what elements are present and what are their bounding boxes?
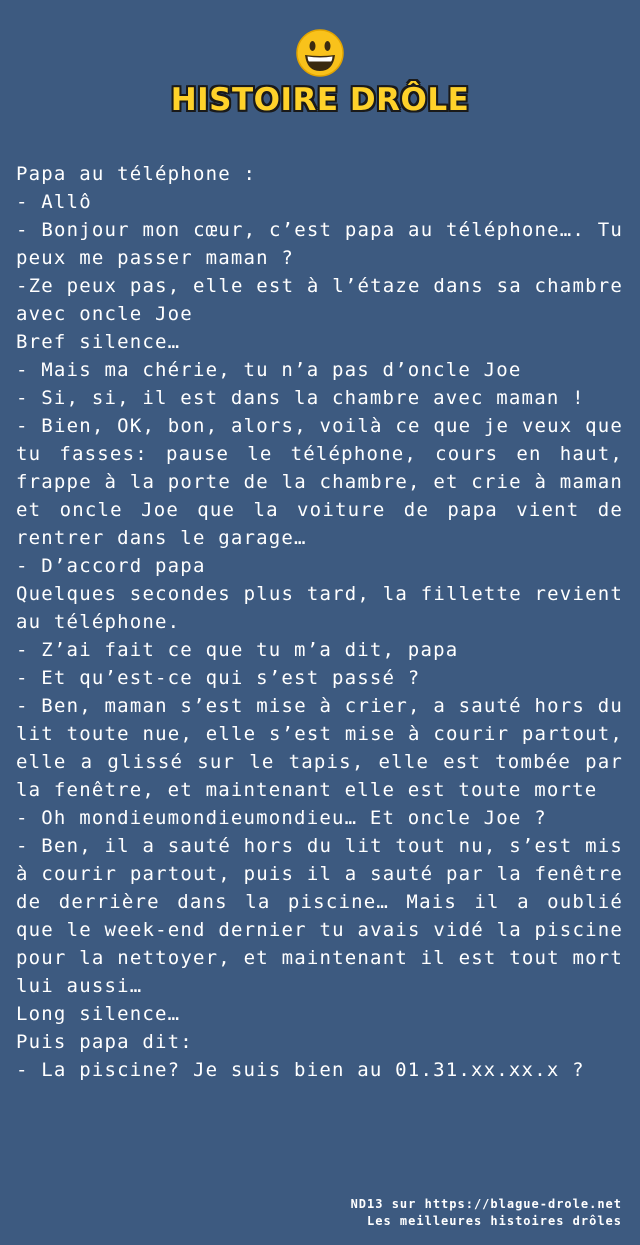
story-line: - La piscine? Je suis bien au 01.31.xx.xx.x ? <box>16 1059 585 1081</box>
story-line: - Bien, OK, bon, alors, voilà ce que je veux que tu fasses: pause le téléphone, cours en haut, frappe à la porte de la chambre, et crie à maman et oncle Joe que la voiture de papa vient de rentrer dans le garage… <box>16 415 623 549</box>
footer-credit: ND13 sur https://blague-drole.net <box>350 1197 622 1211</box>
footer-tagline: Les meilleures histoires drôles <box>367 1214 622 1228</box>
story-line: - Si, si, il est dans la chambre avec maman ! <box>16 387 585 409</box>
story-line: - Et qu’est-ce qui s’est passé ? <box>16 667 421 689</box>
story-line: - Ben, maman s’est mise à crier, a sauté hors du lit toute nue, elle s’est mise à courir partout, elle a glissé sur le tapis, elle est tombée par la fenêtre, et maintenant elle est toute morte <box>16 695 623 801</box>
story-line: - Bonjour mon cœur, c’est papa au téléphone…. Tu peux me passer maman ? <box>16 219 623 269</box>
footer <box>351 1196 622 1230</box>
grinning-face-icon <box>295 28 345 78</box>
story-line: - Ben, il a sauté hors du lit tout nu, s’est mis à courir partout, puis il a sauté par la fenêtre de derrière dans la piscine… Mais il a oublié que le week-end dernier tu avais vidé la piscine pour la nettoyer, et maintenant il est tout mort lui aussi… <box>16 835 623 997</box>
story-line: - Allô <box>16 191 92 213</box>
story-text <box>16 160 623 1084</box>
story-line: - Oh mondieumondieumondieu… Et oncle Joe ? <box>16 807 547 829</box>
story-line: - Z’ai fait ce que tu m’a dit, papa <box>16 639 459 661</box>
story-line: Quelques secondes plus tard, la fillette revient au téléphone. <box>16 583 623 633</box>
story-line: Long silence… <box>16 1003 181 1025</box>
story-line: -Ze peux pas, elle est à l’étaze dans sa chambre avec oncle Joe <box>16 275 623 325</box>
story-line: Papa au téléphone : <box>16 163 257 185</box>
story-line: Bref silence… <box>16 331 181 353</box>
page-title: HISTOIRE DRÔLE <box>170 82 470 118</box>
story-line: - Mais ma chérie, tu n’a pas d’oncle Joe <box>16 359 522 381</box>
header <box>0 28 640 118</box>
story-line: Puis papa dit: <box>16 1031 193 1053</box>
story-line: - D’accord papa <box>16 555 206 577</box>
